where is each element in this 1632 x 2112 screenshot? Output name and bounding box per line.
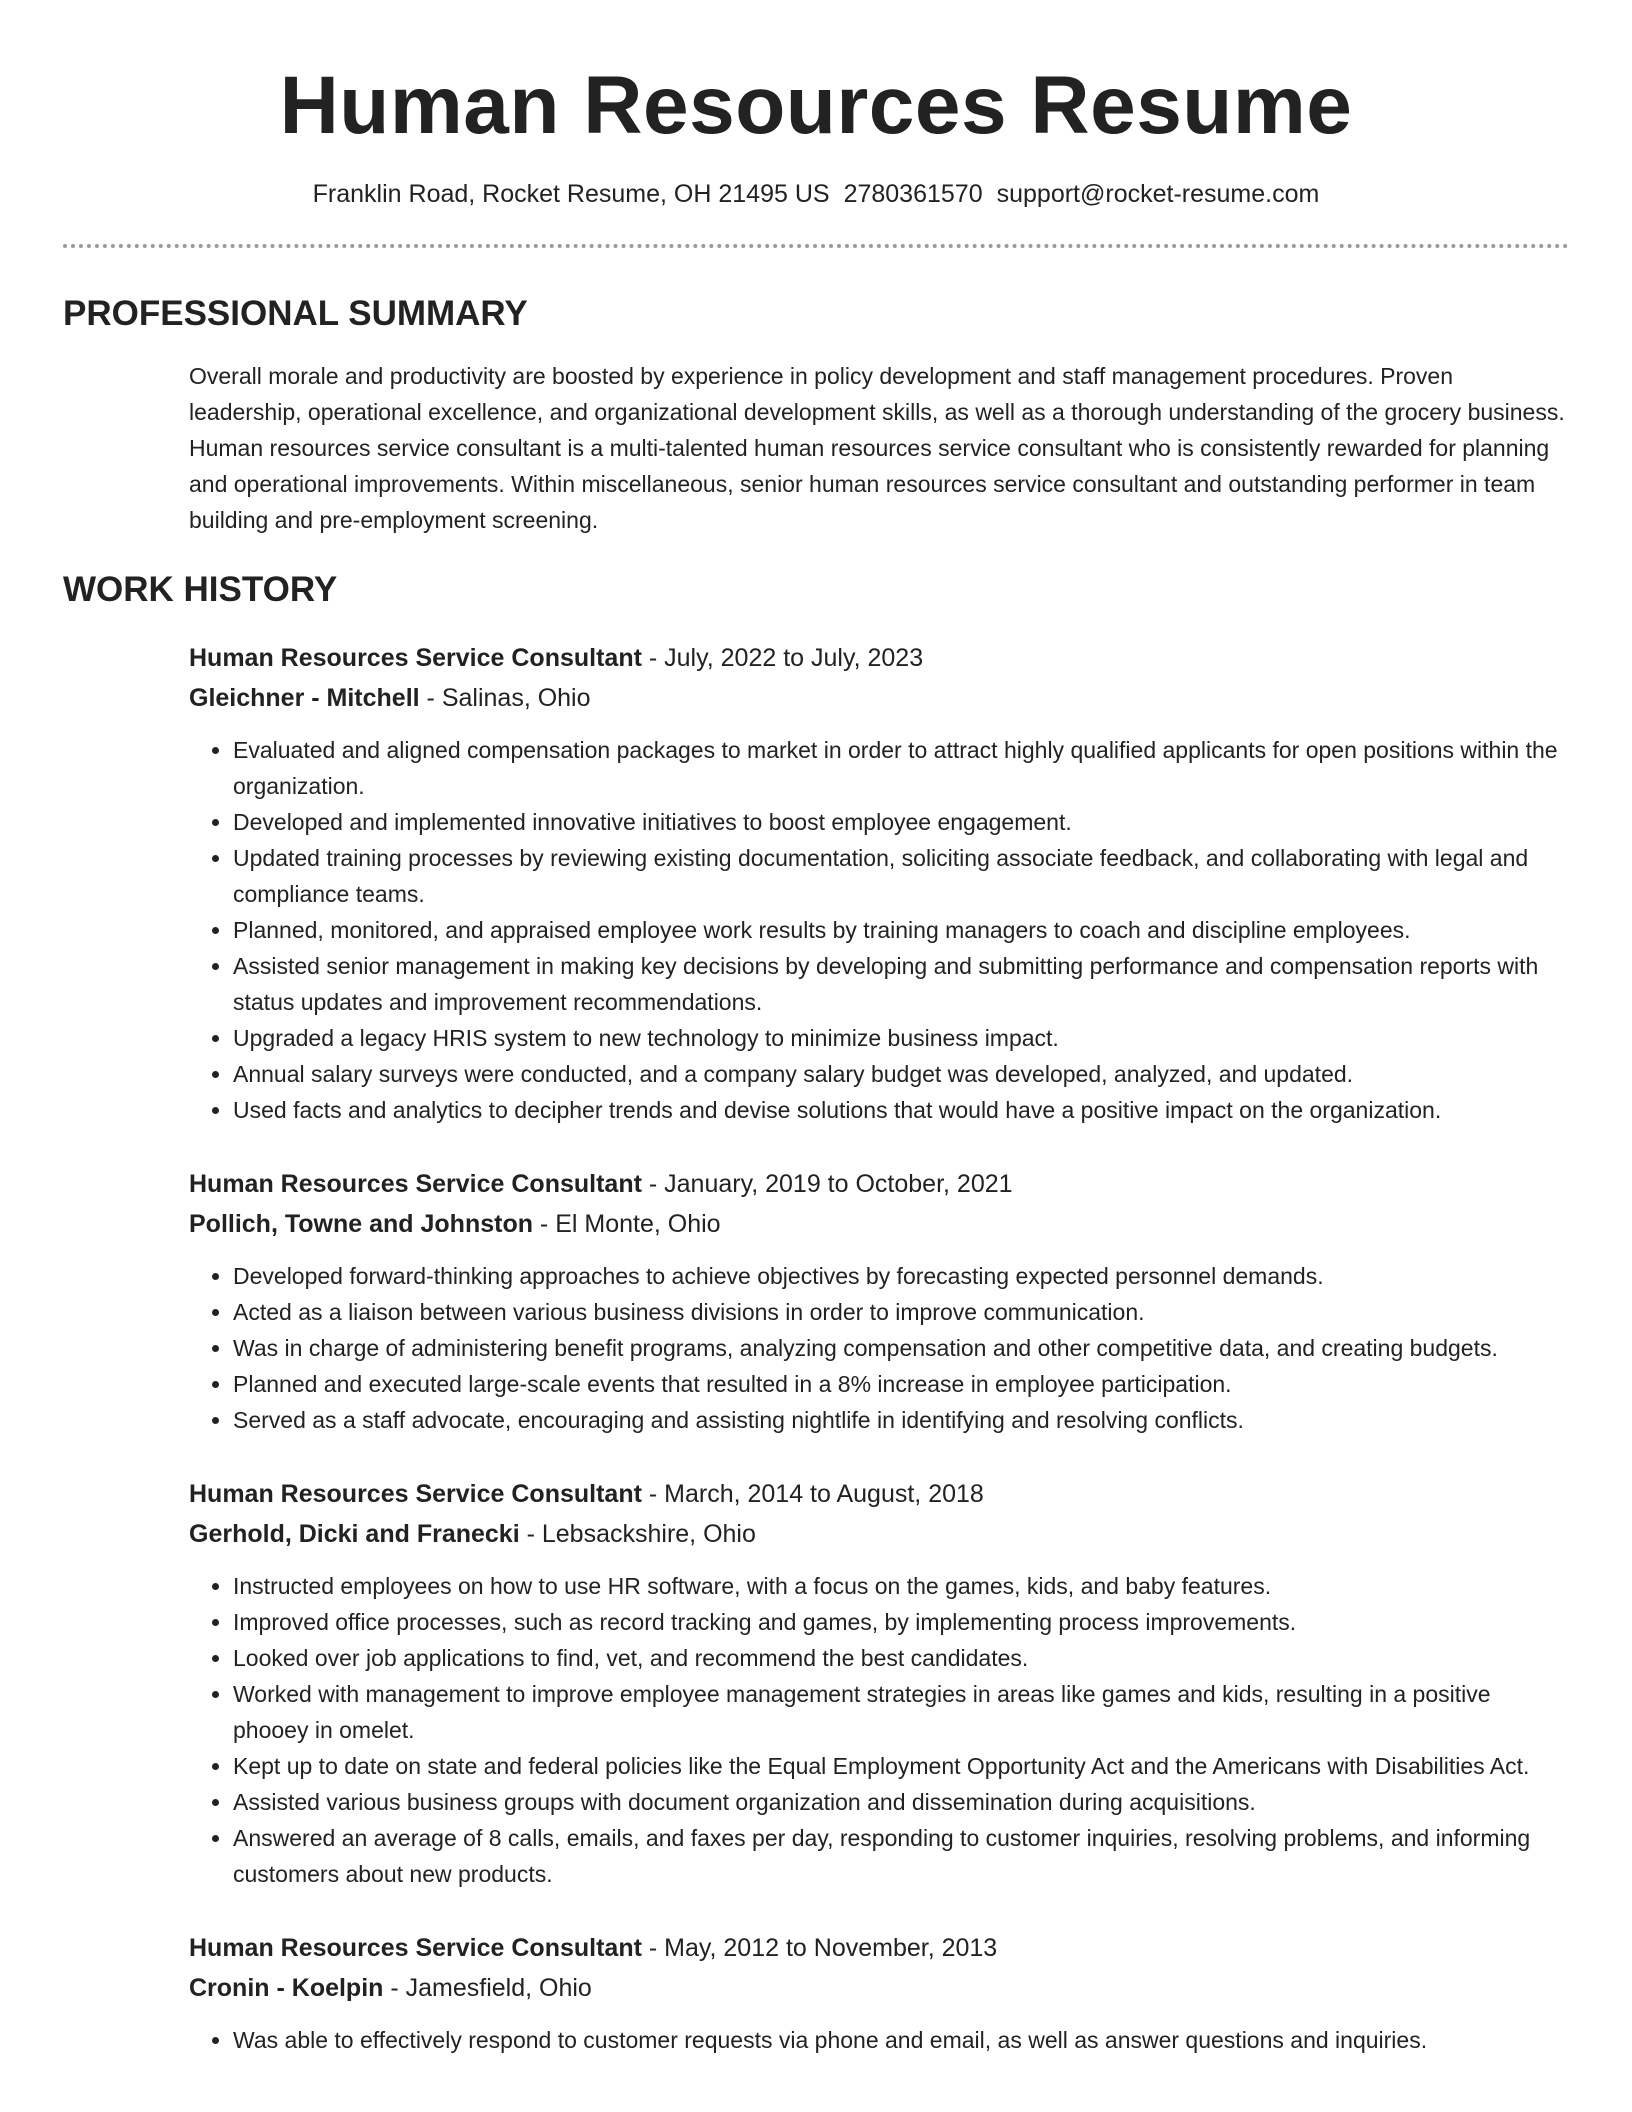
work-history-heading: WORK HISTORY <box>63 570 338 609</box>
job-bullet: • Served as a staff advocate, encouraging and assisting nightlife in identifying and resolving conflicts. <box>233 1402 1569 1438</box>
job-bullet: • Used facts and analytics to decipher trends and devise solutions that would have a positive impact on the organization. <box>233 1092 1569 1128</box>
job-company: Gerhold, Dicki and Franecki <box>189 1520 520 1548</box>
job-bullet: • Planned, monitored, and appraised employee work results by training managers to coach and discipline employees. <box>233 912 1569 948</box>
job-bullet: • Answered an average of 8 calls, emails, and faxes per day, responding to customer inquiries, resolving problems, and informing customers about new products. <box>233 1820 1569 1892</box>
resume-name: Human Resources Resume <box>279 60 1353 151</box>
job-title-line <box>189 1164 1569 1204</box>
job-bullet: • Instructed employees on how to use HR software, with a focus on the games, kids, and baby features. <box>233 1568 1569 1604</box>
job-bullet: • Was in charge of administering benefit programs, analyzing compensation and other competitive data, and creating budgets. <box>233 1330 1569 1366</box>
contact-phone: 2780361570 <box>843 180 983 208</box>
job-bullet: • Evaluated and aligned compensation packages to market in order to attract highly qualified applicants for open positions within the organization. <box>233 732 1569 804</box>
job-company: Gleichner - Mitchell <box>189 684 420 712</box>
job-bullet: • Assisted various business groups with document organization and dissemination during acquisitions. <box>233 1784 1569 1820</box>
job-bullet: • Developed forward-thinking approaches to achieve objectives by forecasting expected personnel demands. <box>233 1258 1569 1294</box>
job-title: Human Resources Service Consultant <box>189 1934 642 1962</box>
job-company: Pollich, Towne and Johnston <box>189 1210 533 1238</box>
job-title-line <box>189 638 1569 678</box>
job-bullet: • Was able to effectively respond to customer requests via phone and email, as well as answer questions and inquiries. <box>233 2022 1569 2058</box>
job-location: - El Monte, Ohio <box>532 1210 721 1238</box>
job-title-line <box>189 1928 1569 1968</box>
job-bullet: • Improved office processes, such as record tracking and games, by implementing process improvements. <box>233 1604 1569 1640</box>
job-bullet: • Assisted senior management in making key decisions by developing and submitting performance and compensation reports with status updates and improvement recommendations. <box>233 948 1569 1020</box>
job-bullets <box>189 1258 1569 1438</box>
job-bullets <box>189 2022 1569 2058</box>
job-entry <box>189 1164 1569 1438</box>
job-bullet: • Planned and executed large-scale events that resulted in a 8% increase in employee participation. <box>233 1366 1569 1402</box>
contact-line <box>63 178 1569 210</box>
job-company: Cronin - Koelpin <box>189 1974 384 2002</box>
job-entry <box>189 1474 1569 1892</box>
job-bullet: • Worked with management to improve employee management strategies in areas like games and kids, resulting in a positive phooey in omelet. <box>233 1676 1569 1748</box>
job-title-line <box>189 1474 1569 1514</box>
job-bullet: • Kept up to date on state and federal policies like the Equal Employment Opportunity Act and the Americans with Disabilities Act. <box>233 1748 1569 1784</box>
job-bullets <box>189 732 1569 1128</box>
header-divider <box>63 244 1569 248</box>
job-company-line <box>189 1514 1569 1554</box>
contact-email: support@rocket-resume.com <box>996 180 1320 208</box>
job-company-line <box>189 678 1569 718</box>
job-bullet: • Annual salary surveys were conducted, and a company salary budget was developed, analyzed, and updated. <box>233 1056 1569 1092</box>
job-location: - Lebsackshire, Ohio <box>519 1520 756 1548</box>
job-bullet: • Updated training processes by reviewing existing documentation, soliciting associate feedback, and collaborating with legal and compliance teams. <box>233 840 1569 912</box>
summary-text: Overall morale and productivity are boosted by experience in policy development and staff management procedures. Proven leadership, operational excellence, and organizational development skills, as well as a thorough understanding of the grocery business. Human resources service consultant is a multi-talented human resources service consultant who is consistently rewarded for planning and operational improvements. Within miscellaneous, senior human resources service consultant and outstanding performer in team building and pre-employment screening. <box>189 363 1565 533</box>
job-company-line <box>189 1204 1569 1244</box>
job-entry <box>189 638 1569 1128</box>
job-bullet: • Upgraded a legacy HRIS system to new technology to minimize business impact. <box>233 1020 1569 1056</box>
job-entry <box>189 1928 1569 2058</box>
job-bullets <box>189 1568 1569 1892</box>
job-location: - Jamesfield, Ohio <box>383 1974 592 2002</box>
job-dates: - March, 2014 to August, 2018 <box>641 1480 984 1508</box>
job-dates: - July, 2022 to July, 2023 <box>641 644 924 672</box>
job-dates: - January, 2019 to October, 2021 <box>641 1170 1013 1198</box>
job-title: Human Resources Service Consultant <box>189 1170 642 1198</box>
job-bullet: • Looked over job applications to find, vet, and recommend the best candidates. <box>233 1640 1569 1676</box>
contact-address: Franklin Road, Rocket Resume, OH 21495 US <box>312 180 830 208</box>
job-title: Human Resources Service Consultant <box>189 644 642 672</box>
job-title: Human Resources Service Consultant <box>189 1480 642 1508</box>
job-bullet: • Acted as a liaison between various business divisions in order to improve communication. <box>233 1294 1569 1330</box>
job-bullet: • Developed and implemented innovative initiatives to boost employee engagement. <box>233 804 1569 840</box>
job-company-line <box>189 1968 1569 2008</box>
job-location: - Salinas, Ohio <box>419 684 591 712</box>
summary-heading: PROFESSIONAL SUMMARY <box>63 294 528 333</box>
job-dates: - May, 2012 to November, 2013 <box>641 1934 998 1962</box>
